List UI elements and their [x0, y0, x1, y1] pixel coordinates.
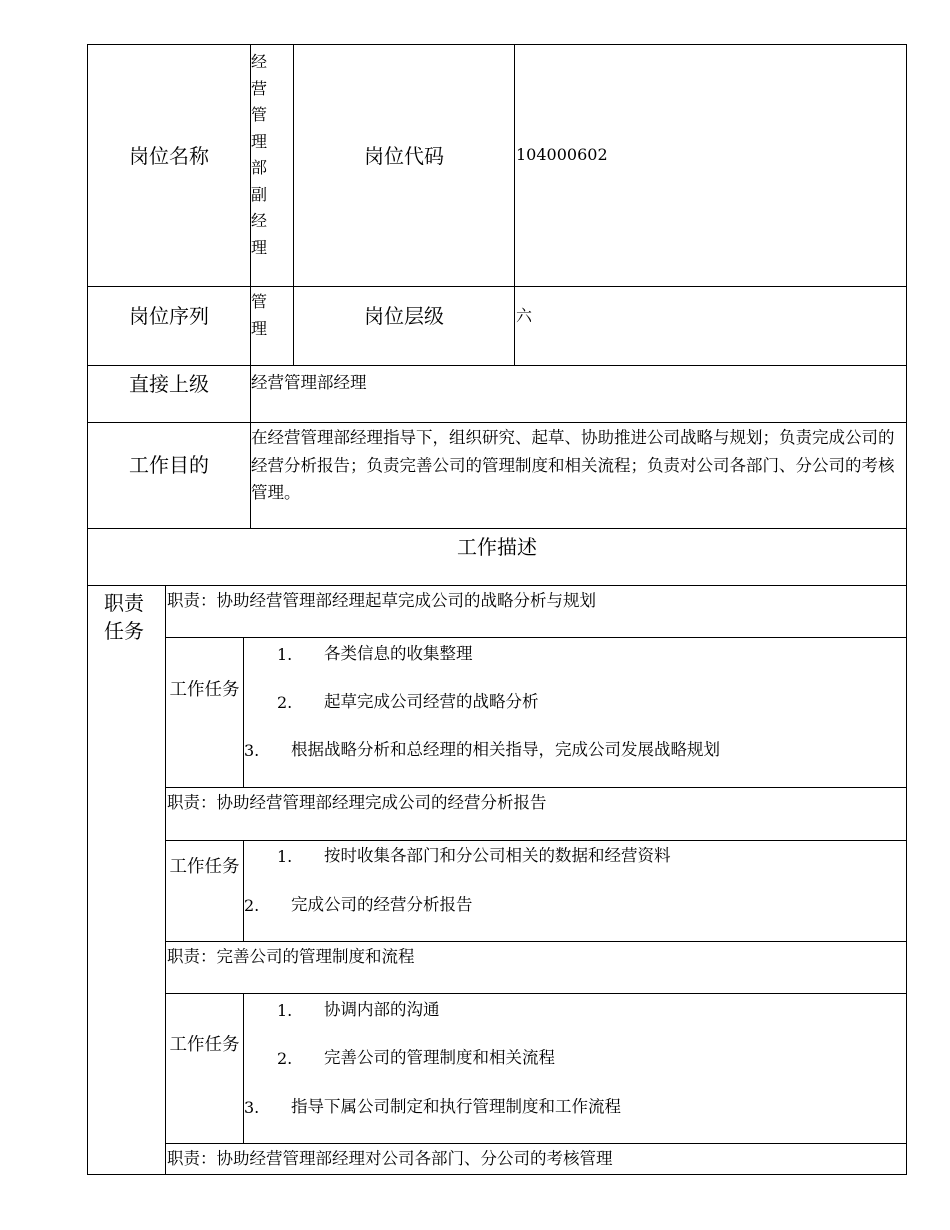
task-number: 1.	[277, 847, 293, 866]
task-item: 完成公司的经营分析报告	[291, 895, 473, 914]
task-number: 2.	[244, 896, 260, 915]
task-label: 工作任务	[169, 1035, 240, 1055]
task-item: 按时收集各部门和分公司相关的数据和经营资料	[324, 846, 671, 865]
task-number: 1.	[277, 645, 293, 664]
row-divider	[87, 528, 907, 529]
row-divider	[165, 787, 907, 788]
responsibilities-label: 职责任务	[104, 591, 144, 643]
row-divider	[87, 286, 907, 287]
level-value: 六	[516, 306, 533, 325]
purpose-value: 在经营管理部经理指导下，组织研究、起草、协助推进公司战略与规划；负责完成公司的经营分析报告；负责完善公司的管理制度和相关流程；负责对公司各部门、分公司的考核管理。	[251, 428, 895, 502]
row-divider	[87, 365, 907, 366]
border-bottom	[87, 1174, 907, 1175]
task-item: 根据战略分析和总经理的相关指导，完成公司发展战略规划	[291, 740, 720, 759]
purpose-label: 工作目的	[129, 453, 209, 477]
task-label: 工作任务	[169, 680, 240, 700]
position-code-label: 岗位代码	[364, 144, 444, 168]
level-label: 岗位层级	[364, 304, 444, 328]
position-name-label: 岗位名称	[129, 144, 209, 168]
position-name-value: 经营管理部副经理	[251, 52, 268, 257]
border-left	[87, 44, 88, 1175]
col-divider	[243, 993, 244, 1144]
task-item: 协调内部的沟通	[324, 1000, 440, 1019]
row-divider	[165, 637, 907, 638]
position-code-value: 104000602	[516, 145, 608, 164]
superior-value: 经营管理部经理	[251, 373, 367, 392]
task-item: 完善公司的管理制度和相关流程	[324, 1048, 555, 1067]
task-number: 3.	[244, 741, 260, 760]
col-divider	[243, 637, 244, 788]
col-divider	[165, 585, 166, 1175]
duty-item: 职责：协助经营管理部经理起草完成公司的战略分析与规划	[167, 591, 596, 610]
row-divider	[165, 1143, 907, 1144]
task-number: 1.	[277, 1001, 293, 1020]
duty-item: 职责：协助经营管理部经理对公司各部门、分公司的考核管理	[167, 1149, 613, 1168]
task-number: 2.	[277, 1049, 293, 1068]
task-label: 工作任务	[169, 857, 240, 877]
sequence-value: 管理	[251, 292, 268, 338]
row-divider	[165, 941, 907, 942]
row-divider	[165, 840, 907, 841]
task-number: 3.	[244, 1098, 260, 1117]
col-divider	[243, 840, 244, 942]
duty-item: 职责：协助经营管理部经理完成公司的经营分析报告	[167, 793, 547, 812]
row-divider	[165, 993, 907, 994]
border-top	[87, 44, 907, 45]
task-item: 各类信息的收集整理	[324, 644, 473, 663]
sequence-label: 岗位序列	[129, 304, 209, 328]
work-description-title: 工作描述	[457, 535, 537, 559]
border-right	[906, 44, 907, 1175]
task-number: 2.	[277, 693, 293, 712]
task-item: 起草完成公司经营的战略分析	[324, 692, 539, 711]
task-item: 指导下属公司制定和执行管理制度和工作流程	[291, 1097, 621, 1116]
row-divider	[87, 585, 907, 586]
superior-label: 直接上级	[129, 372, 209, 396]
duty-item: 职责：完善公司的管理制度和流程	[167, 947, 415, 966]
